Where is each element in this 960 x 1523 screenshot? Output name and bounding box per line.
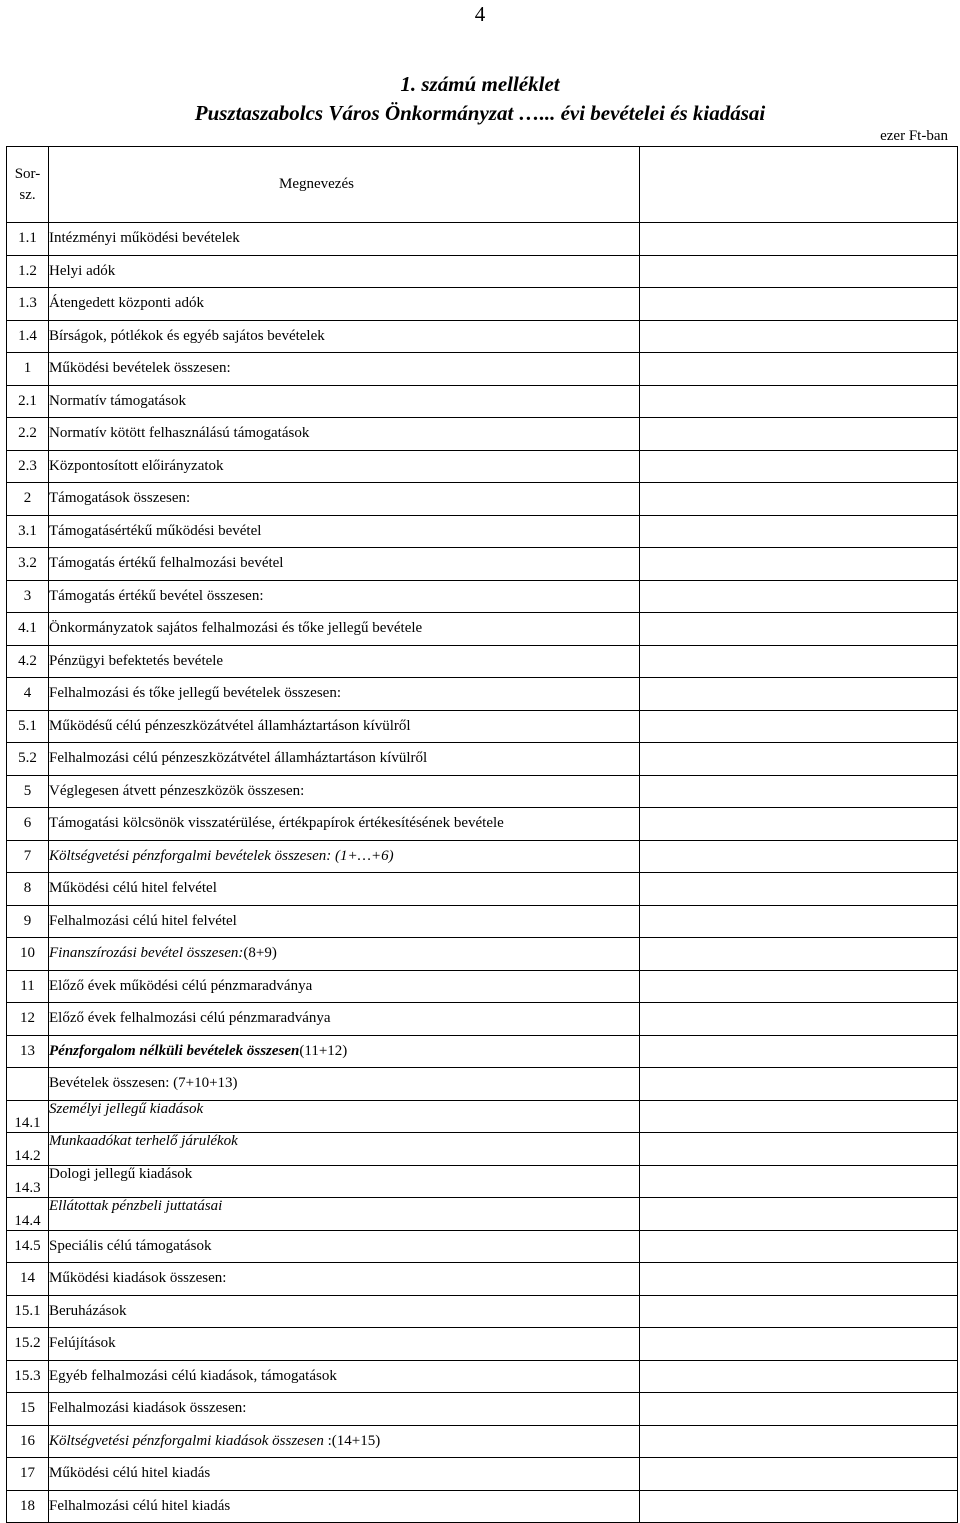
row-number: 14.4 [7,1198,49,1231]
row-number: 14.5 [7,1230,49,1263]
row-name: Működési célú hitel kiadás [49,1458,640,1491]
row-name: Felújítások [49,1328,640,1361]
row-number: 2 [7,483,49,516]
row-name: Bírságok, pótlékok és egyéb sajátos bevételek [49,320,640,353]
table-row [7,808,958,841]
table-row [7,1295,958,1328]
row-amount [640,808,958,841]
row-name-part: Pénzforgalom nélküli bevételek összesen [49,1042,300,1059]
row-name: Beruházások [49,1295,640,1328]
row-name: Személyi jellegű kiadások [49,1100,640,1133]
row-amount [640,288,958,321]
table-row [7,938,958,971]
row-number: 14.1 [7,1100,49,1133]
page-number: 4 [474,2,486,26]
row-amount [640,1198,958,1231]
row-number: 13 [7,1035,49,1068]
row-number: 2.3 [7,450,49,483]
table-row [7,840,958,873]
row-name-part: Költségvetési pénzforgalmi kiadások összesen [49,1432,324,1449]
row-number: 5.2 [7,743,49,776]
table-row [7,678,958,711]
table-row [7,905,958,938]
row-amount [640,418,958,451]
row-name: Bevételek összesen: (7+10+13) [49,1068,640,1101]
row-name-formula: :(14+15) [323,1432,381,1449]
row-name: Felhalmozási kiadások összesen: [49,1393,640,1426]
table-row [7,223,958,256]
row-name: Működési célú hitel felvétel [49,873,640,906]
row-amount [640,1068,958,1101]
row-name: Speciális célú támogatások [49,1230,640,1263]
row-name: Véglegesen átvett pénzeszközök összesen: [49,775,640,808]
row-amount [640,1458,958,1491]
table-row [7,1230,958,1263]
row-amount [640,483,958,516]
row-name: Támogatás értékű bevétel összesen: [49,580,640,613]
row-name: Támogatások összesen: [49,483,640,516]
header-name [49,147,640,223]
row-number: 2.1 [7,385,49,418]
row-amount [640,1003,958,1036]
row-number: 9 [7,905,49,938]
row-amount [640,580,958,613]
table-row [7,1328,958,1361]
table-row [7,1068,958,1101]
row-number: 4 [7,678,49,711]
row-amount [640,873,958,906]
row-number: 3.2 [7,548,49,581]
table-row [7,613,958,646]
row-number: 8 [7,873,49,906]
row-number: 5.1 [7,710,49,743]
header-row-number-line2: sz. [19,186,36,203]
row-amount [640,548,958,581]
row-number: 3 [7,580,49,613]
row-amount [640,775,958,808]
table-row [7,483,958,516]
table-row [7,1165,958,1198]
row-amount [640,678,958,711]
table-row [7,1425,958,1458]
row-number: 3.1 [7,515,49,548]
row-amount [640,1133,958,1166]
table-row [7,288,958,321]
row-amount [640,450,958,483]
row-amount [640,1360,958,1393]
row-amount [640,515,958,548]
row-amount [640,385,958,418]
row-number: 1.4 [7,320,49,353]
row-name: Önkormányzatok sajátos felhalmozási és tőke jellegű bevétele [49,613,640,646]
row-amount [640,1035,958,1068]
row-amount [640,1328,958,1361]
table-row [7,1490,958,1523]
table-row [7,1360,958,1393]
row-number: 6 [7,808,49,841]
row-amount [640,1295,958,1328]
row-amount [640,645,958,678]
header-name-label: Megnevezés [279,176,354,192]
row-amount [640,710,958,743]
table-row [7,743,958,776]
budget-table [6,146,958,1523]
table-row [7,353,958,386]
row-name: Munkaadókat terhelő járulékok [49,1133,640,1166]
table-row [7,1458,958,1491]
table-header-row [7,147,958,223]
row-number: 18 [7,1490,49,1523]
table-row [7,515,958,548]
row-number: 1.2 [7,255,49,288]
row-name: Felhalmozási célú pénzeszközátvétel államháztartáson kívülről [49,743,640,776]
row-number: 15.2 [7,1328,49,1361]
table-row [7,1393,958,1426]
title-line-2: Pusztaszabolcs Város Önkormányzat …... évi bevételei és kiadásai [194,101,766,125]
table-row [7,320,958,353]
row-amount [640,255,958,288]
table-row [7,385,958,418]
row-number: 4.1 [7,613,49,646]
row-number: 10 [7,938,49,971]
row-amount [640,1263,958,1296]
row-name: Átengedett központi adók [49,288,640,321]
row-amount [640,1165,958,1198]
table-row [7,775,958,808]
header-row-number-line1: Sor- [14,165,41,182]
table-row [7,1133,958,1166]
row-name: Egyéb felhalmozási célú kiadások, támogatások [49,1360,640,1393]
row-amount [640,1100,958,1133]
row-name: Intézményi működési bevételek [49,223,640,256]
row-amount [640,320,958,353]
row-number: 7 [7,840,49,873]
unit-note: ezer Ft-ban [880,128,948,144]
row-name-part: Finanszírozási bevétel összesen: [49,945,244,962]
table-row [7,645,958,678]
row-name-formula: (11+12) [299,1042,348,1059]
row-number: 5 [7,775,49,808]
table-row [7,418,958,451]
title-line-1: 1. számú melléklet [400,72,560,96]
row-number: 16 [7,1425,49,1458]
row-number: 15 [7,1393,49,1426]
row-number: 2.2 [7,418,49,451]
row-amount [640,1425,958,1458]
row-number: 4.2 [7,645,49,678]
table-row [7,710,958,743]
row-amount [640,840,958,873]
row-amount [640,353,958,386]
row-number: 1.1 [7,223,49,256]
table-row [7,970,958,1003]
row-name: Felhalmozási célú hitel kiadás [49,1490,640,1523]
row-name-formula: (8+9) [243,945,277,962]
table-row [7,1263,958,1296]
row-name: Működési bevételek összesen: [49,353,640,386]
row-name: Dologi jellegű kiadások [49,1165,640,1198]
table-row [7,1198,958,1231]
row-number: 12 [7,1003,49,1036]
row-number: 14.3 [7,1165,49,1198]
row-name: Ellátottak pénzbeli juttatásai [49,1198,640,1231]
row-amount [640,223,958,256]
row-name: Normatív kötött felhasználású támogatások [49,418,640,451]
row-amount [640,938,958,971]
row-name: Működésű célú pénzeszközátvétel államháztartáson kívülről [49,710,640,743]
row-amount [640,743,958,776]
table-row [7,580,958,613]
table-row [7,873,958,906]
table-row [7,450,958,483]
row-amount [640,970,958,1003]
header-amount [640,147,958,223]
document-title [0,70,960,128]
row-name: Normatív támogatások [49,385,640,418]
row-name: Előző évek felhalmozási célú pénzmaradványa [49,1003,640,1036]
table-row [7,1035,958,1068]
row-name: Költségvetési pénzforgalmi bevételek összesen: (1+…+6) [49,840,640,873]
row-number: 11 [7,970,49,1003]
table-row [7,255,958,288]
row-number: 15.3 [7,1360,49,1393]
row-number: 1.3 [7,288,49,321]
row-amount [640,1490,958,1523]
row-name: Támogatásértékű működési bevétel [49,515,640,548]
row-name: Helyi adók [49,255,640,288]
row-name: Támogatási kölcsönök visszatérülése, értékpapírok értékesítésének bevétele [49,808,640,841]
row-name: Felhalmozási célú hitel felvétel [49,905,640,938]
table-row [7,1100,958,1133]
row-number: 1 [7,353,49,386]
row-name [49,938,640,971]
row-number [7,1068,49,1101]
row-name: Felhalmozási és tőke jellegű bevételek összesen: [49,678,640,711]
row-amount [640,613,958,646]
table-row [7,1003,958,1036]
row-name: Előző évek működési célú pénzmaradványa [49,970,640,1003]
header-row-number [7,147,49,223]
row-name [49,1035,640,1068]
row-name [49,1425,640,1458]
row-name: Pénzügyi befektetés bevétele [49,645,640,678]
row-number: 15.1 [7,1295,49,1328]
row-number: 17 [7,1458,49,1491]
row-amount [640,1393,958,1426]
row-number: 14.2 [7,1133,49,1166]
row-name: Működési kiadások összesen: [49,1263,640,1296]
row-name: Központosított előirányzatok [49,450,640,483]
table-row [7,548,958,581]
row-amount [640,905,958,938]
row-number: 14 [7,1263,49,1296]
row-amount [640,1230,958,1263]
row-name: Támogatás értékű felhalmozási bevétel [49,548,640,581]
